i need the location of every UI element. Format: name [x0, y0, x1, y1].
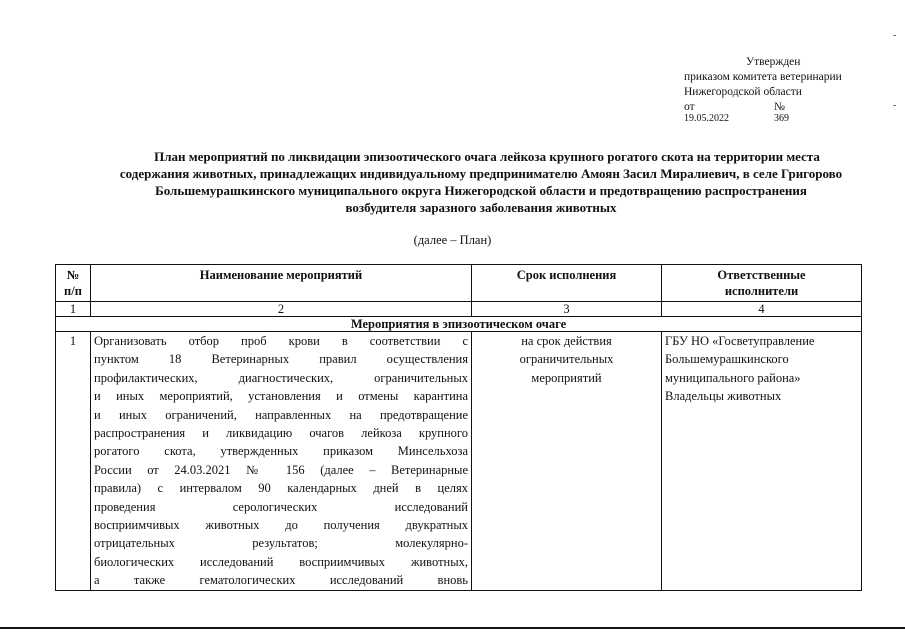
document-subtitle: (далее – План) — [413, 233, 492, 247]
page-bottom-edge — [0, 627, 905, 629]
deadline-line: на срок действия — [521, 334, 612, 348]
approval-number: 369 — [774, 113, 789, 124]
header-number — [56, 265, 91, 302]
header-responsible-line2: исполнители — [724, 284, 799, 298]
activity-line: биологических исследований восприимчивых животных, — [94, 554, 468, 569]
scan-mark: - — [893, 100, 897, 111]
section-row — [56, 317, 862, 332]
approval-line2: Нижегородской области — [684, 86, 802, 98]
activity-line: пунктом 18 Ветеринарных правил осуществления — [94, 352, 468, 367]
approval-line1: приказом комитета ветеринарии — [684, 71, 842, 83]
column-numbers-row — [56, 302, 862, 317]
approval-date: 19.05.2022 — [684, 113, 729, 124]
activity-line: и иных ограничений, направленных на предотвращение — [94, 407, 468, 422]
deadline-line: мероприятий — [531, 370, 602, 385]
responsible-line: муниципального района» — [665, 370, 801, 385]
column-number: 2 — [91, 302, 472, 317]
activity-line: отрицательных результатов; молекулярно- — [94, 536, 468, 551]
column-number: 1 — [56, 302, 91, 317]
activity-line: проведения серологических исследований — [94, 499, 468, 514]
column-number: 3 — [472, 302, 662, 317]
header-deadline: Срок исполнения — [472, 265, 662, 302]
section-title: Мероприятия в эпизоотическом очаге — [56, 317, 862, 332]
activity-line: а также гематологических исследований вновь — [94, 573, 468, 588]
header-number-line1: № — [66, 268, 80, 282]
activity-line: России от 24.03.2021 № 156 (далее – Ветеринарные — [94, 462, 468, 477]
activity-line: Организовать отбор проб крови в соответствии с — [94, 334, 468, 348]
activity-line: рогатого скота, утвержденных приказом Минсельхоза — [94, 444, 468, 459]
plan-table — [55, 264, 862, 591]
activity-line: профилактических, диагностических, ограничительных — [94, 370, 468, 385]
number-label: № — [774, 101, 785, 113]
header-row — [56, 265, 862, 302]
table-row — [56, 332, 862, 591]
activity-line: восприимчивых животных до получения двукратных — [94, 518, 468, 533]
title-line: возбудителя заразного заболевания животных — [345, 200, 617, 215]
row-number: 1 — [56, 332, 91, 591]
row-responsible — [662, 332, 862, 591]
activity-line: распространения и ликвидацию очагов лейкоза крупного — [94, 426, 468, 441]
document-title — [95, 148, 867, 216]
responsible-line: Большемурашкинского — [665, 352, 789, 367]
scan-mark: - — [893, 30, 897, 41]
activity-line: и иных мероприятий, установления и отмены карантина — [94, 389, 468, 404]
title-line: Большемурашкинского муниципального округа Нижегородской области и предотвращению распространения — [155, 183, 807, 198]
responsible-line: ГБУ НО «Госветуправление — [665, 334, 815, 348]
title-line: План мероприятий по ликвидации эпизоотического очага лейкоза крупного рогатого скота на территории места — [154, 149, 820, 164]
activity-line: правила) с интервалом 90 календарных дней в целях — [94, 481, 468, 496]
header-responsible-line1: Ответственные — [717, 268, 806, 282]
header-responsible — [662, 265, 862, 302]
approval-values-row — [684, 113, 842, 124]
approval-title: Утвержден — [746, 56, 801, 68]
title-line: содержания животных, принадлежащих индивидуальному предпринимателю Амоян Засил Миралиевич, в селе Григорово — [119, 166, 843, 181]
responsible-line: Владельцы животных — [665, 389, 782, 404]
header-number-line2: п/п — [64, 284, 82, 298]
header-activity: Наименование мероприятий — [91, 265, 472, 302]
column-number: 4 — [662, 302, 862, 317]
row-deadline — [472, 332, 662, 591]
from-label: от — [684, 101, 695, 113]
approval-block — [684, 55, 842, 124]
row-activity — [91, 332, 472, 591]
deadline-line: ограничительных — [519, 352, 614, 367]
